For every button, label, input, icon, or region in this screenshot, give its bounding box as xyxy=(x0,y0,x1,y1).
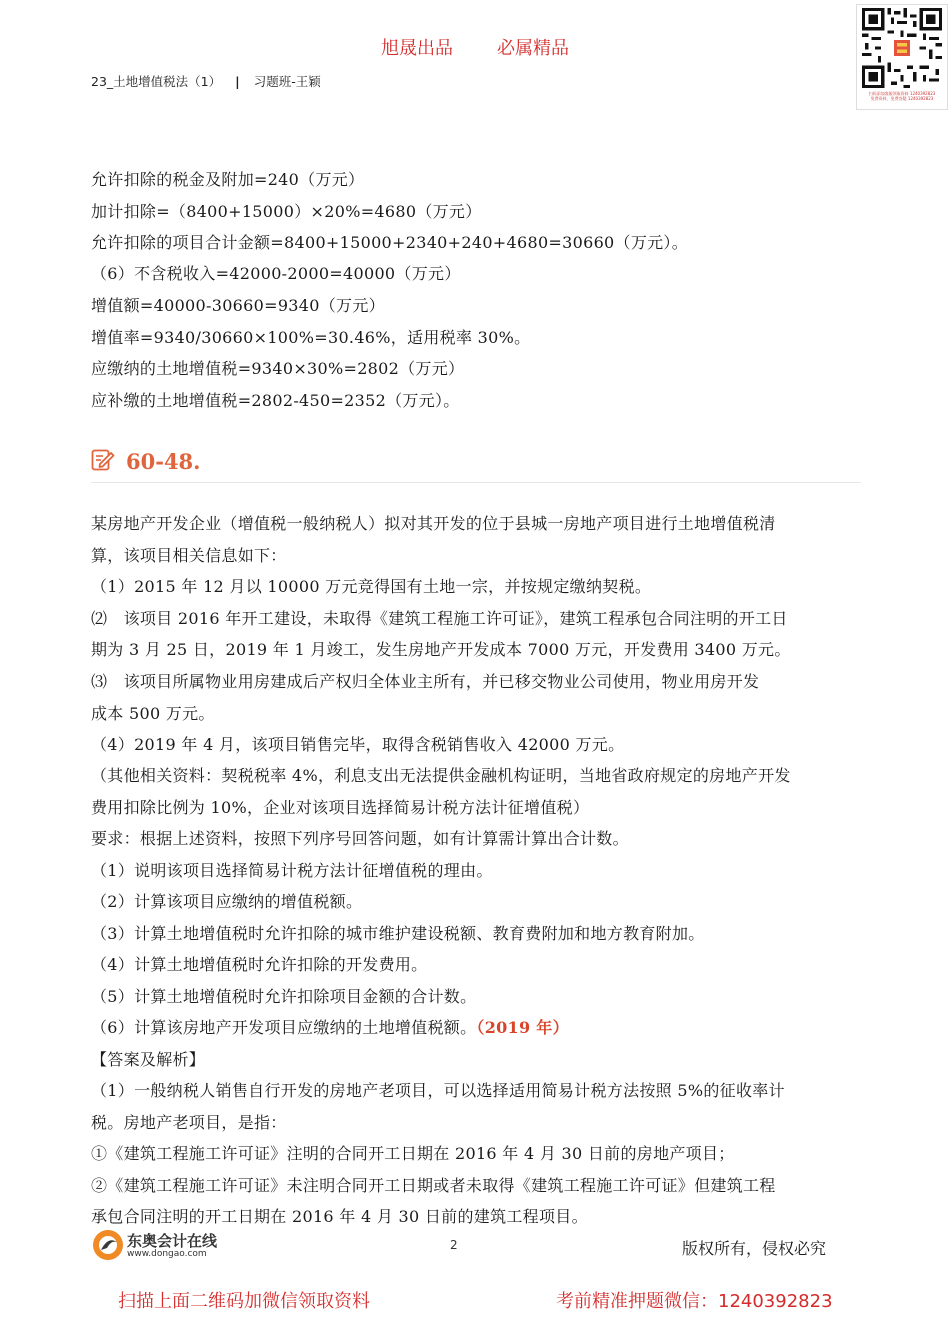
requirement-6-text: （6）计算该房地产开发项目应缴纳的土地增值税额。 xyxy=(91,1018,477,1037)
question-line: 费用扣除比例为 10%，企业对该项目选择简易计税方法计征增值税） xyxy=(91,798,590,817)
requirement-item-6 xyxy=(91,1018,569,1038)
logo-url: www.dongao.com xyxy=(127,1249,207,1259)
answer-heading: 【答案及解析】 xyxy=(91,1050,206,1069)
question-line: 期为 3 月 25 日，2019 年 1 月竣工，发生房地产开发成本 7000 万元，开发费用 3400 万元。 xyxy=(91,640,791,659)
text-line: 应缴纳的土地增值税=9340×30%=2802（万元） xyxy=(91,359,465,378)
year-tag: （2019 年） xyxy=(476,1018,569,1037)
text-line: 加计扣除=（8400+15000）×20%=4680（万元） xyxy=(91,202,482,221)
question-line: （1）2015 年 12 月以 10000 万元竞得国有土地一宗，并按规定缴纳契税。 xyxy=(91,577,652,596)
text-line: 应补缴的土地增值税=2802-450=2352（万元）。 xyxy=(91,391,460,410)
requirement-item: （2）计算该项目应缴纳的增值税额。 xyxy=(91,892,363,911)
header-separator: | xyxy=(235,74,240,89)
edit-note-icon xyxy=(91,448,115,472)
answer-line: 承包合同注明的开工日期在 2016 年 4 月 30 日前的建筑工程项目。 xyxy=(91,1207,588,1226)
course-title: 23_土地增值税法（1） xyxy=(91,74,222,89)
brand-right: 必属精品 xyxy=(497,38,569,59)
answer-line: 税。房地产老项目，是指： xyxy=(91,1113,287,1132)
text-line: 增值率=9340/30660×100%=30.46%，适用税率 30%。 xyxy=(91,328,531,347)
brand-slogan xyxy=(0,34,950,60)
text-line: 允许扣除的项目合计金额=8400+15000+2340+240+4680=30660（万元）。 xyxy=(91,233,689,252)
answer-line: ②《建筑工程施工许可证》未注明合同开工日期或者未取得《建筑工程施工许可证》但建筑工程 xyxy=(91,1176,776,1195)
qr-code-icon xyxy=(862,8,942,88)
course-header xyxy=(91,72,321,90)
text-line: （6）不含税收入=42000-2000=40000（万元） xyxy=(91,264,461,283)
question-line: （其他相关资料：契税税率 4%，利息支出无法提供金融机构证明，当地省政府规定的房地产开发 xyxy=(91,766,791,785)
text-line: 增值额=40000-30660=9340（万元） xyxy=(91,296,385,315)
requirement-item: （5）计算土地增值税时允许扣除项目金额的合计数。 xyxy=(91,987,477,1006)
question-line: 某房地产开发企业（增值税一般纳税人）拟对其开发的位于县城一房地产项目进行土地增值税清 xyxy=(91,514,776,533)
section-divider xyxy=(91,482,861,483)
qr-code-panel xyxy=(856,4,948,110)
course-subtitle: 习题班-王颖 xyxy=(253,74,321,89)
text-line: 允许扣除的税金及附加=240（万元） xyxy=(91,170,365,189)
question-line: ⑵ 该项目 2016 年开工建设，未取得《建筑工程施工许可证》，建筑工程承包合同注明的开工日 xyxy=(91,609,788,628)
answer-line: （1）一般纳税人销售自行开发的房地产老项目，可以选择适用简易计税方法按照 5%的征收率计 xyxy=(91,1081,785,1100)
page-number: 2 xyxy=(450,1238,458,1252)
section-title: 60-48. xyxy=(126,449,201,474)
logo-name: 东奥会计在线 xyxy=(127,1232,218,1250)
answer-line: ①《建筑工程施工许可证》注明的合同开工日期在 2016 年 4 月 30 日前的房地产项目； xyxy=(91,1144,735,1163)
requirement-line: 要求：根据上述资料，按照下列序号回答问题，如有计算需计算出合计数。 xyxy=(91,829,629,848)
qr-caption: 扫码添加客服领取资料 1240392823 免费资料，免费答疑 1240392823 xyxy=(868,91,936,101)
question-line: 算，该项目相关信息如下： xyxy=(91,546,287,565)
brand-left: 旭晟出品 xyxy=(381,38,453,59)
promo-scan-qr: 扫描上面二维码加微信领取资料 xyxy=(118,1291,370,1312)
copyright-notice: 版权所有，侵权必究 xyxy=(682,1239,827,1258)
question-line: ⑶ 该项目所属物业用房建成后产权归全体业主所有，并已移交物业公司使用，物业用房开发 xyxy=(91,672,760,691)
dongao-logo-icon xyxy=(91,1228,125,1262)
requirement-item: （3）计算土地增值税时允许扣除的城市维护建设税额、教育费附加和地方教育附加。 xyxy=(91,924,705,943)
promo-wechat: 考前精准押题微信：1240392823 xyxy=(556,1291,833,1312)
requirement-item: （4）计算土地增值税时允许扣除的开发费用。 xyxy=(91,955,428,974)
question-line: （4）2019 年 4 月，该项目销售完毕，取得含税销售收入 42000 万元。 xyxy=(91,735,625,754)
question-line: 成本 500 万元。 xyxy=(91,704,215,723)
dongao-logo xyxy=(91,1226,251,1266)
requirement-item: （1）说明该项目选择简易计税方法计征增值税的理由。 xyxy=(91,861,493,880)
